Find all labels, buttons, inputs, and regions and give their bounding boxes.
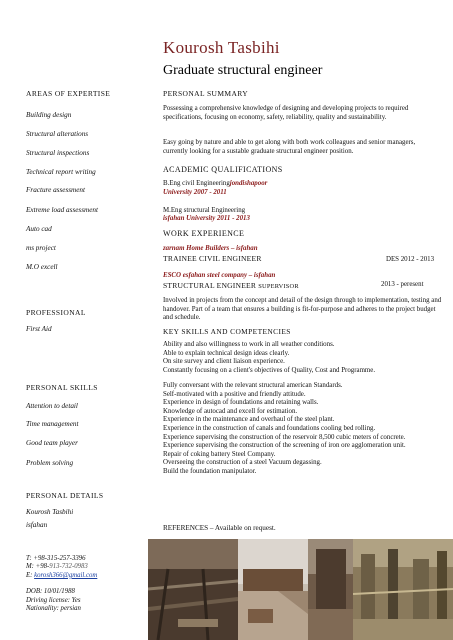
skill-item: Experience in the construction of canals and foundations cooling bed rolling. [163,424,376,432]
phone-number: +98-315-257-3396 [33,555,86,562]
job-2-dates: 2013 - peresent [381,281,424,288]
professional-item: First Aid [26,325,52,333]
skill-item: Experience supervising the construction of the reservoir 8,500 cubic meters of concrete. [163,433,406,441]
skills-group-2 [163,382,408,477]
expertise-item: Building design [26,111,72,119]
nationality: Nationality: persian [26,605,81,613]
job-2-description: Involved in projects from the concept and detail of the design through to implementation, testing and handover. Part of a team that ensures a building is fit-for-purpose and adheres to the project budget and schedule. [163,297,442,322]
job-1-title: TRAINEE CIVIL ENGINEER [163,254,262,263]
professional-heading: PROFESSIONAL [26,308,86,317]
skill-item: On site survey and client liaison experience. [163,358,285,366]
email-line: E: korosh366@gmail.com [26,571,98,579]
mobile-line: M: +98-913-732-0983 [26,563,88,571]
expertise-item: M.O excell [26,263,58,271]
degree-1-details: University 2007 - 2011 [163,189,227,196]
skill-item: Ability and also willingness to work in all weather conditions. [163,341,335,348]
degree-1: B.Eng civil Engineeringjondishapoor [163,180,268,187]
personal-skill-item: Good team player [26,439,78,447]
degree-2: M.Eng structural Engineering [163,207,246,214]
skill-item: Experience supervising the construction of the screening of iron ore agglomeration unit. [163,442,406,450]
skills-group-1 [163,341,448,375]
skill-item: Experience in design of foundations and retaining walls. [163,399,319,407]
experience-heading: WORK EXPERIENCE [163,229,245,238]
summary-paragraph-1: Possessing a comprehensive knowledge of designing and developing projects to required specifications, focusing on economy, safety, reliability, quality and sustainability. [163,105,409,121]
resume-name: Kourosh Tasbihi [163,38,280,57]
summary-heading: PERSONAL SUMMARY [163,89,249,98]
job-2-company: ESCO esfahan steel company – isfahan [163,272,276,279]
skill-item: Self-motivated with a positive and friendly attitude. [163,390,306,398]
skill-item: Constantly focusing on a client's objectives of Quality, Cost and Programme. [163,366,376,374]
skill-item: Experience in the maintenance and overhaul of the steel plant. [163,416,335,424]
expertise-item: Fracture assessment [26,186,86,194]
site-photo-4 [353,539,453,640]
personal-skill-item: Problem solving [26,459,74,467]
personal-detail-item: isfahan [26,521,48,529]
skill-item: Overseeing the construction of a steel Vacuum degassing. [163,459,322,467]
site-photo-3 [308,539,353,640]
personal-skill-item: Time management [26,420,79,428]
skill-item: Able to explain technical design ideas clearly. [163,349,290,357]
mobile-prefix: +98- [35,563,50,571]
degree-2-details: isfahan University 2011 - 2013 [163,215,250,222]
dob: DOB: 10/01/1988 [26,588,75,596]
skill-item: Repair of coking battery Steel Company. [163,450,276,458]
mobile-number: 913-732-0983 [49,563,88,571]
education-heading: ACADEMIC QUALIFICATIONS [163,165,283,174]
summary-paragraph-2: Easy going by nature and able to get along with both work colleagues and senior managers, currently looking for a sustable graduate structural engineer position. [163,139,416,155]
expertise-heading: AREAS OF EXPERTISE [26,89,111,98]
skill-item: Build the foundation manipulator. [163,467,257,475]
personal-details-heading: PERSONAL DETAILS [26,491,104,500]
skill-item: Knowledge of autocad and excell for estimation. [163,407,298,415]
job-1-company: zarnam Home Builders – isfahan [163,245,258,252]
personal-detail-item: Kourosh Tasbihi [26,508,74,516]
site-photo-1 [148,539,238,640]
personal-skill-item: Attention to detail [26,402,78,410]
email-link[interactable]: korosh366@gmail.com [34,571,98,579]
expertise-item: Auto cad [26,225,52,233]
expertise-item: Structural alterations [26,130,89,138]
site-photo-2 [238,539,308,640]
job-1-dates: DES 2012 - 2013 [386,256,435,263]
expertise-item: Structural inspections [26,149,90,157]
expertise-item: Extreme load assessment [26,206,98,214]
expertise-item: Technical report writing [26,168,96,176]
contact-block [26,555,146,613]
degree-1-school: jondishapoor [229,180,268,187]
job-2-title: STRUCTURAL ENGINEER SUPERVISOR [163,281,299,290]
personal-skills-heading: PERSONAL SKILLS [26,383,98,392]
skills-heading: KEY SKILLS AND COMPETENCIES [163,327,291,336]
phone-line: T: +98-315-257-3396 [26,555,86,562]
resume-title: Graduate structural engineer [163,63,323,78]
expertise-item: ms project [26,244,56,252]
skill-item: Fully conversant with the relevant structural american Standards. [163,382,343,389]
driving-license: Driving license: Yes [26,596,81,604]
references: REFERENCES – Available on request. [163,524,276,532]
